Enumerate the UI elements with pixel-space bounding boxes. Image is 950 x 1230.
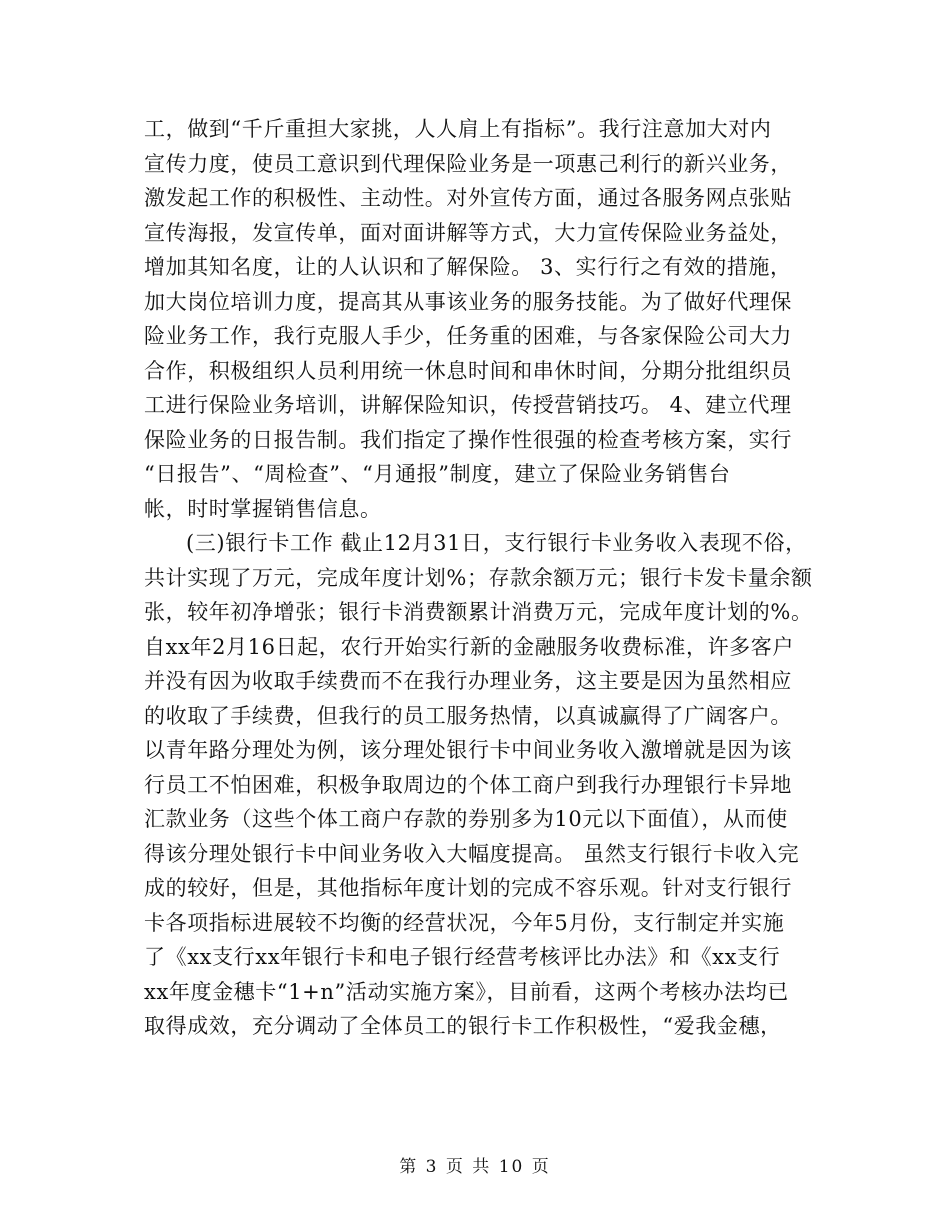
text-line: 帐，时时掌握销售信息。: [144, 496, 382, 521]
text-line: “日报告”、“周检查”、“月通报”制度，建立了保险业务销售台: [144, 462, 731, 486]
text-line: 加大岗位培训力度，提高其从事该业务的服务技能。为了做好代理保: [144, 289, 792, 314]
text-line: 了《xx支行xx年银行卡和电子银行经营考核评比办法》和《xx支行: [144, 945, 781, 969]
text-line: 工进行保险业务培训，讲解保险知识，传授营销技巧。 4、建立代理: [144, 393, 792, 417]
text-line: xx年度金穗卡“1+n”活动实施方案》，目前看，这两个考核办法均已: [144, 979, 789, 1004]
text-line: 取得成效，充分调动了全体员工的银行卡工作积极性，“爱我金穗，: [144, 1014, 782, 1038]
text-line: 激发起工作的积极性、主动性。对外宣传方面，通过各服务网点张贴: [144, 186, 792, 210]
document-body: [144, 112, 814, 1044]
page-number-footer: 第 3 页 共 10 页: [399, 1157, 551, 1177]
text-line: 合作，积极组织人员利用统一休息时间和串休时间，分期分批组织员: [144, 358, 792, 383]
text-line: 的收取了手续费，但我行的员工服务热情，以真诚赢得了广阔客户。: [144, 703, 792, 728]
text-line: 宣传力度，使员工意识到代理保险业务是一项惠己利行的新兴业务，: [144, 151, 792, 176]
text-line: 保险业务的日报告制。我们指定了操作性很强的检查考核方案，实行: [144, 427, 792, 452]
text-line: 宣传海报，发宣传单，面对面讲解等方式，大力宣传保险业务益处，: [144, 220, 792, 245]
text-line: 共计实现了万元，完成年度计划%；存款余额万元；银行卡发卡量余额: [144, 565, 813, 590]
section-heading-line: (三)银行卡工作 截止12月31日，支行银行卡业务收入表现不俗，: [186, 531, 807, 555]
text-line: 行员工不怕困难，积极争取周边的个体工商户到我行办理银行卡异地: [144, 772, 792, 797]
text-line: 张，较年初净增张；银行卡消费额累计消费万元，完成年度计划的%。: [144, 600, 813, 624]
text-line: 工，做到“千斤重担大家挑，人人肩上有指标”。我行注意加大对内: [144, 117, 772, 141]
text-line: 成的较好，但是，其他指标年度计划的完成不容乐观。针对支行银行: [144, 876, 792, 900]
text-line: 以青年路分理处为例，该分理处银行卡中间业务收入激增就是因为该: [144, 738, 792, 762]
text-line: 增加其知名度，让的人认识和了解保险。 3、实行行之有效的措施，: [144, 255, 792, 279]
text-line: 汇款业务（这些个体工商户存款的券别多为10元以下面值），从而使: [144, 807, 788, 831]
text-line: 卡各项指标进展较不均衡的经营状况，今年5月份，支行制定并实施: [144, 910, 785, 935]
text-line: 并没有因为收取手续费而不在我行办理业务，这主要是因为虽然相应: [144, 669, 792, 693]
text-line: 险业务工作，我行克服人手少，任务重的困难，与各家保险公司大力: [144, 324, 792, 348]
text-line: 得该分理处银行卡中间业务收入大幅度提高。 虽然支行银行卡收入完: [144, 841, 800, 866]
text-line: 自xx年2月16日起，农行开始实行新的金融服务收费标准，许多客户: [144, 634, 794, 659]
